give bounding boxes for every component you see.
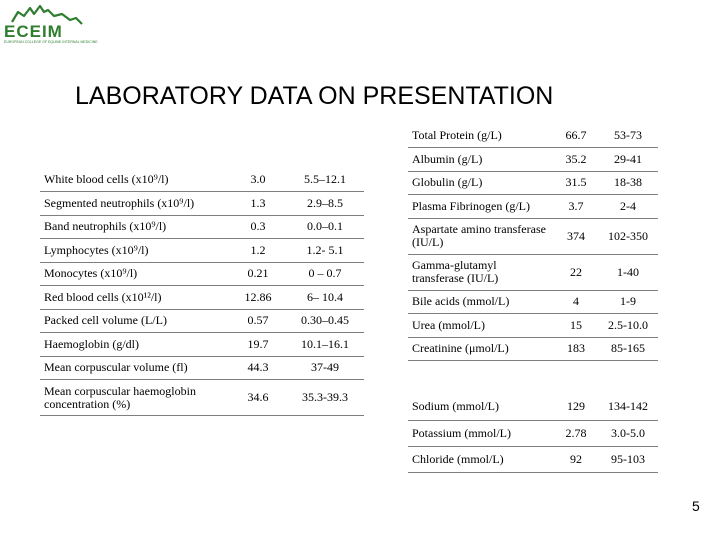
parameter-value: 374 — [554, 218, 598, 254]
table-row — [408, 124, 658, 148]
parameter-name: Bile acids (mmol/L) — [408, 290, 554, 314]
reference-range: 0.0–0.1 — [286, 215, 364, 239]
parameter-value: 22 — [554, 254, 598, 290]
parameter-value: 183 — [554, 337, 598, 361]
parameter-name: Total Protein (g/L) — [408, 124, 554, 148]
reference-range: 102-350 — [598, 218, 658, 254]
parameter-value: 66.7 — [554, 124, 598, 148]
reference-range: 35.3-39.3 — [286, 380, 364, 416]
reference-range: 53-73 — [598, 124, 658, 148]
parameter-value: 4 — [554, 290, 598, 314]
parameter-name: Haemoglobin (g/dl) — [40, 333, 230, 357]
table-row — [408, 446, 658, 472]
parameter-name: Plasma Fibrinogen (g/L) — [408, 195, 554, 219]
parameter-name: Gamma-glutamyl transferase (IU/L) — [408, 254, 554, 290]
parameter-value: 1.2 — [230, 239, 286, 263]
table-row — [40, 168, 364, 192]
table-row — [40, 239, 364, 263]
reference-range: 2.9–8.5 — [286, 192, 364, 216]
reference-range: 2.5-10.0 — [598, 314, 658, 338]
parameter-name: Mean corpuscular haemoglobin concentration (%) — [40, 380, 230, 416]
parameter-value: 129 — [554, 394, 598, 420]
reference-range: 85-165 — [598, 337, 658, 361]
table-row — [40, 215, 364, 239]
table-row — [408, 290, 658, 314]
parameter-value: 0.57 — [230, 309, 286, 333]
reference-range: 10.1–16.1 — [286, 333, 364, 357]
parameter-value: 0.3 — [230, 215, 286, 239]
table-row — [408, 195, 658, 219]
table-row — [408, 254, 658, 290]
parameter-value: 19.7 — [230, 333, 286, 357]
page-title: LABORATORY DATA ON PRESENTATION — [75, 82, 554, 110]
parameter-name: Monocytes (x10⁹/l) — [40, 262, 230, 286]
parameter-name: Band neutrophils (x10⁹/l) — [40, 215, 230, 239]
parameter-name: Globulin (g/L) — [408, 171, 554, 195]
table-row — [408, 148, 658, 172]
parameter-name: Mean corpuscular volume (fl) — [40, 356, 230, 380]
parameter-value: 35.2 — [554, 148, 598, 172]
parameter-name: Chloride (mmol/L) — [408, 446, 554, 472]
reference-range: 134-142 — [598, 394, 658, 420]
reference-range: 1.2- 5.1 — [286, 239, 364, 263]
parameter-value: 3.0 — [230, 168, 286, 192]
table-row — [40, 309, 364, 333]
parameter-value: 3.7 — [554, 195, 598, 219]
reference-range: 1-9 — [598, 290, 658, 314]
table-row — [40, 380, 364, 416]
reference-range: 6– 10.4 — [286, 286, 364, 310]
reference-range: 1-40 — [598, 254, 658, 290]
parameter-name: Urea (mmol/L) — [408, 314, 554, 338]
reference-range: 2-4 — [598, 195, 658, 219]
parameter-name: Potassium (mmol/L) — [408, 420, 554, 446]
parameter-name: Albumin (g/L) — [408, 148, 554, 172]
reference-range: 95-103 — [598, 446, 658, 472]
logo-wordmark: ECEIM — [4, 22, 63, 41]
parameter-value: 31.5 — [554, 171, 598, 195]
reference-range: 0 – 0.7 — [286, 262, 364, 286]
parameter-value: 12.86 — [230, 286, 286, 310]
table-row — [40, 262, 364, 286]
logo-subtitle: EUROPEAN COLLEGE OF EQUINE INTERNAL MEDICINE — [4, 40, 98, 44]
reference-range: 29-41 — [598, 148, 658, 172]
reference-range: 18-38 — [598, 171, 658, 195]
page-number: 5 — [692, 498, 700, 514]
table-row — [408, 420, 658, 446]
reference-range: 0.30–0.45 — [286, 309, 364, 333]
parameter-name: Segmented neutrophils (x10⁹/l) — [40, 192, 230, 216]
parameter-name: Aspartate amino transferase (IU/L) — [408, 218, 554, 254]
table-row — [40, 333, 364, 357]
table-row — [40, 192, 364, 216]
haematology-table-body — [40, 168, 364, 416]
table-row — [408, 394, 658, 420]
table-row — [408, 171, 658, 195]
reference-range: 3.0-5.0 — [598, 420, 658, 446]
parameter-name: Red blood cells (x10¹²/l) — [40, 286, 230, 310]
electrolytes-table — [408, 394, 658, 473]
biochemistry-table-body — [408, 124, 658, 361]
parameter-value: 0.21 — [230, 262, 286, 286]
table-row — [408, 337, 658, 361]
parameter-value: 44.3 — [230, 356, 286, 380]
haematology-table — [40, 168, 364, 416]
table-row — [40, 356, 364, 380]
biochemistry-table — [408, 124, 658, 361]
parameter-name: Packed cell volume (L/L) — [40, 309, 230, 333]
electrolytes-table-body — [408, 394, 658, 472]
parameter-value: 34.6 — [230, 380, 286, 416]
parameter-name: Sodium (mmol/L) — [408, 394, 554, 420]
parameter-value: 92 — [554, 446, 598, 472]
parameter-name: Lymphocytes (x10⁹/l) — [40, 239, 230, 263]
parameter-value: 15 — [554, 314, 598, 338]
table-row — [40, 286, 364, 310]
table-row — [408, 218, 658, 254]
parameter-name: White blood cells (x10⁹/l) — [40, 168, 230, 192]
reference-range: 37-49 — [286, 356, 364, 380]
reference-range: 5.5–12.1 — [286, 168, 364, 192]
parameter-value: 2.78 — [554, 420, 598, 446]
parameter-value: 1.3 — [230, 192, 286, 216]
parameter-name: Creatinine (μmol/L) — [408, 337, 554, 361]
table-row — [408, 314, 658, 338]
